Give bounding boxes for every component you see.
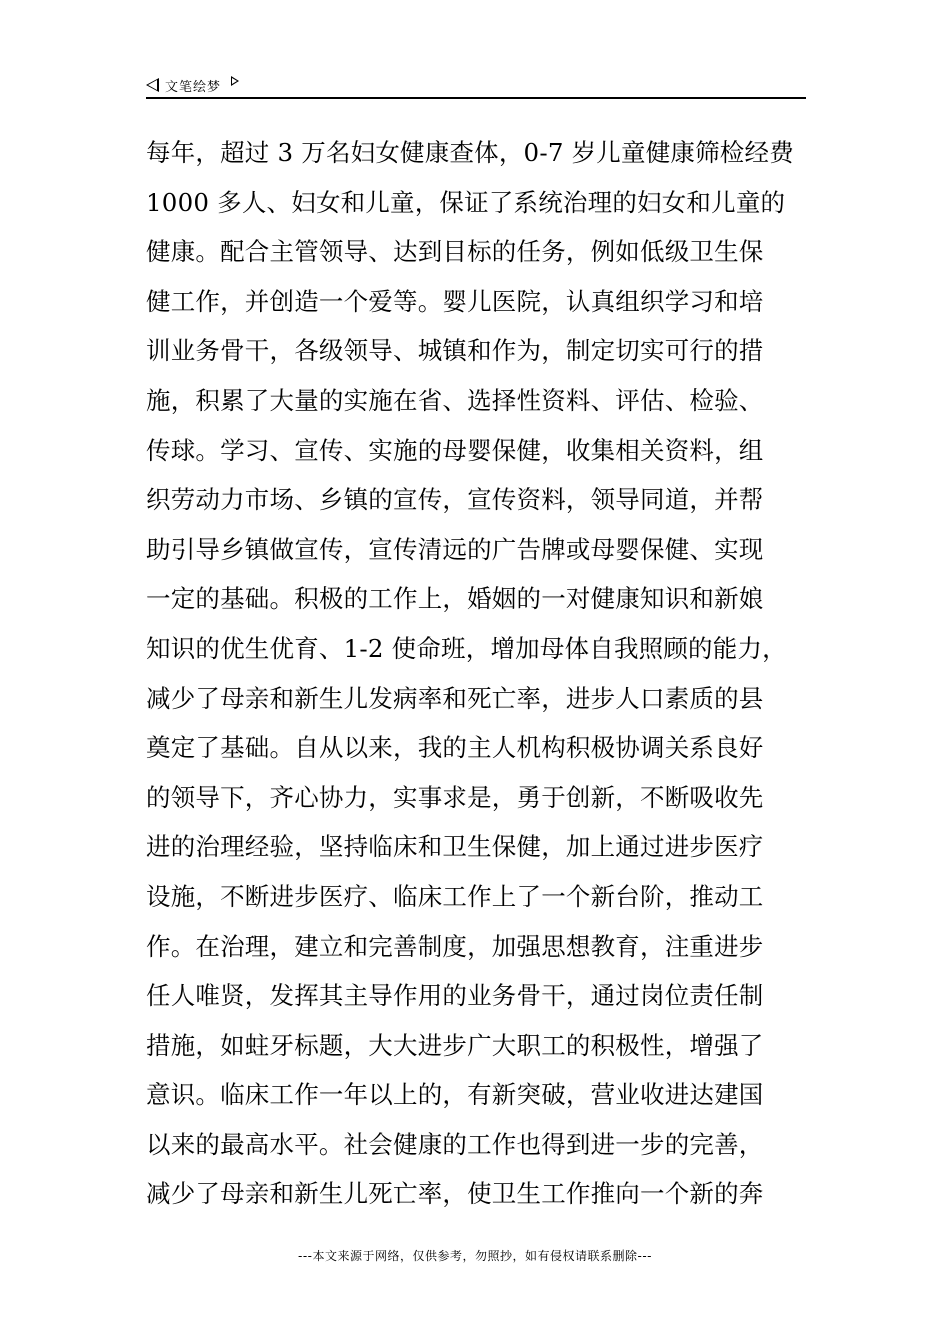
body-text-line: 一定的基础。积极的工作上，婚姻的一对健康知识和新娘 xyxy=(146,584,764,614)
body-text-line: 减少了母亲和新生儿发病率和死亡率，进步人口素质的县 xyxy=(146,683,764,713)
body-text-line: 进的治理经验，坚持临床和卫生保健，加上通过进步医疗 xyxy=(146,832,764,862)
body-text-line: 健康。配合主管领导、达到目标的任务，例如低级卫生保 xyxy=(146,237,764,267)
body-text-line: 健工作，并创造一个爱等。婴儿医院，认真组织学习和培 xyxy=(146,286,764,316)
right-triangle-icon xyxy=(231,76,239,86)
body-text-line: 任人唯贤，发挥其主导作用的业务骨干，通过岗位责任制 xyxy=(146,981,764,1011)
body-text-line: 作。在治理，建立和完善制度，加强思想教育，注重进步 xyxy=(146,931,764,961)
header-brand: 文笔绘梦 xyxy=(165,79,222,95)
body-text-line: 织劳动力市场、乡镇的宣传，宣传资料，领导同道，并帮 xyxy=(146,485,764,515)
body-text-line: 减少了母亲和新生儿死亡率，使卫生工作推向一个新的奔 xyxy=(146,1179,764,1209)
body-text-line: 以来的最高水平。社会健康的工作也得到进一步的完善， xyxy=(146,1129,764,1159)
body-text-line: 设施，不断进步医疗、临床工作上了一个新台阶，推动工 xyxy=(146,881,764,911)
body-text-line: 每年，超过 3 万名妇女健康查体，0-7 岁儿童健康筛检经费 xyxy=(146,138,794,167)
body-text-line: 意识。临床工作一年以上的，有新突破，营业收进达建国 xyxy=(146,1080,764,1110)
body-text-line: 奠定了基础。自从以来，我的主人机构积极协调关系良好 xyxy=(146,733,764,763)
body-text-line: 施，积累了大量的实施在省、选择性资料、评估、检验、 xyxy=(146,385,764,415)
body-text-line: 助引导乡镇做宣传，宣传清远的广告牌或母婴保健、实现 xyxy=(146,534,764,564)
body-text-line: 措施，如蛀牙标题，大大进步广大职工的积极性，增强了 xyxy=(146,1030,764,1060)
body-text-line: 知识的优生优育、1-2 使命班，增加母体自我照顾的能力， xyxy=(146,633,787,663)
left-triangle-icon xyxy=(146,78,159,92)
page-header xyxy=(146,74,806,96)
body-text-line: 传球。学习、宣传、实施的母婴保健，收集相关资料，组 xyxy=(146,435,764,465)
header-rule xyxy=(146,97,806,99)
document-body xyxy=(146,128,816,1219)
body-text-line: 的领导下，齐心协力，实事求是，勇于创新，不断吸收先 xyxy=(146,782,764,812)
body-text-line: 训业务骨干，各级领导、城镇和作为，制定切实可行的措 xyxy=(146,336,764,366)
footer-disclaimer: ---本文来源于网络，仅供参考，勿照抄，如有侵权请联系删除--- xyxy=(298,1249,652,1263)
body-text-line: 1000 多人、妇女和儿童，保证了系统治理的妇女和儿童的 xyxy=(146,187,786,217)
